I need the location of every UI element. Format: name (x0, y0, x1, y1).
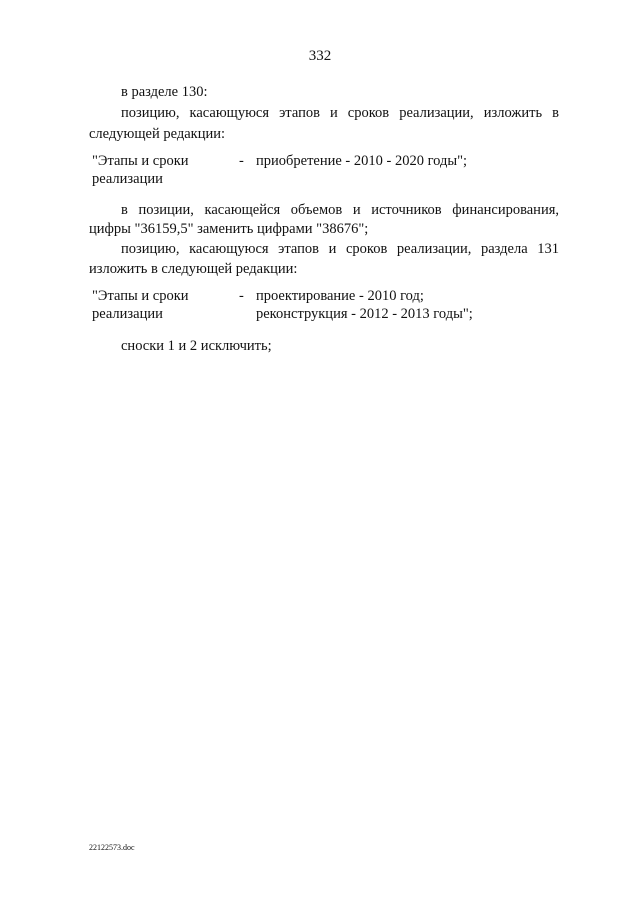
section-130-heading: в разделе 130: (121, 84, 208, 100)
footer-file-name: 22122573.doc (89, 843, 135, 852)
section-130-stages-dash: - (239, 153, 244, 169)
section-130-stages-label-line1: "Этапы и сроки (92, 153, 189, 169)
section-131-stages-label-line2: реализации (92, 306, 163, 322)
section-130-stages-intro-line1: позицию, касающуюся этапов и сроков реализации, изложить в (121, 105, 559, 121)
section-130-volumes-line2: цифры "36159,5" заменить цифрами "38676"; (89, 221, 369, 237)
page-number: 332 (308, 48, 332, 64)
section-130-stages-value: приобретение - 2010 - 2020 годы"; (256, 153, 468, 169)
section-131-stages-label-line1: "Этапы и сроки (92, 288, 189, 304)
section-131-intro-line1: позицию, касающуюся этапов и сроков реализации, раздела 131 (121, 241, 559, 257)
section-130-stages-intro-line2: следующей редакции: (89, 126, 226, 142)
footnotes-removal-text: сноски 1 и 2 исключить; (121, 338, 272, 354)
section-131-stages-dash: - (239, 288, 244, 304)
section-131-intro-line2: изложить в следующей редакции: (89, 261, 298, 277)
section-131-stages-value-line2: реконструкция - 2012 - 2013 годы"; (256, 306, 473, 322)
section-130-stages-label-line2: реализации (92, 171, 163, 187)
section-130-volumes-line1: в позиции, касающейся объемов и источников финансирования, (121, 202, 559, 218)
section-131-stages-value-line1: проектирование - 2010 год; (256, 288, 424, 304)
